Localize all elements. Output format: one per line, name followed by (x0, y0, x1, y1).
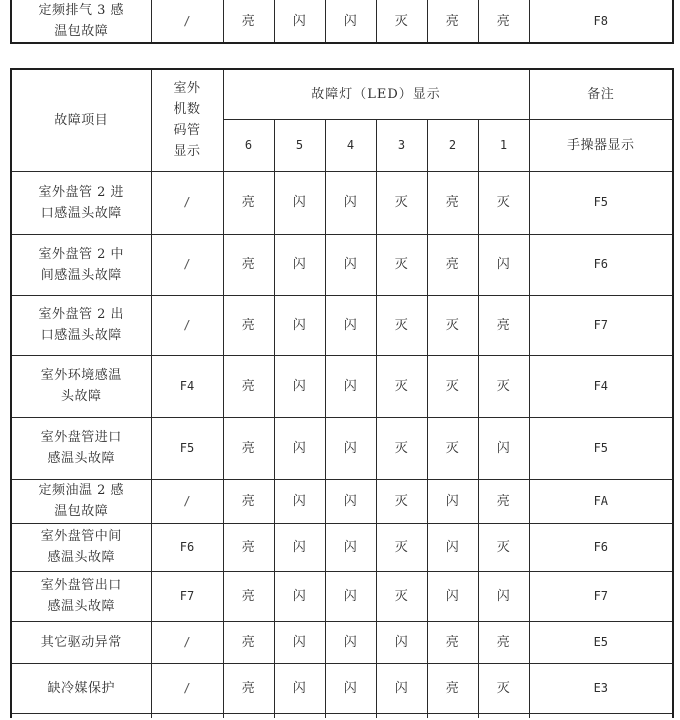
remote-display-cell: E3 (529, 663, 673, 713)
led-6-cell: 亮 (223, 523, 274, 571)
outdoor-display-cell: / (151, 479, 223, 523)
led-4-cell: 闪 (325, 295, 376, 355)
led-6-cell: 亮 (223, 0, 274, 43)
fault-item-line: 温包故障 (54, 504, 109, 519)
table-row-partial (11, 713, 673, 718)
led-2-cell: 灭 (427, 355, 478, 417)
remote-display-cell: E5 (529, 621, 673, 663)
fault-item-cell (11, 295, 151, 355)
fault-item-cell (11, 663, 151, 713)
table-row (11, 234, 673, 295)
table-row (11, 171, 673, 234)
header-outdoor-display-line: 码管 (173, 123, 201, 139)
led-4-cell: 闪 (325, 663, 376, 713)
remote-display-cell: F5 (529, 417, 673, 479)
remote-display-cell: F6 (529, 234, 673, 295)
led-6-cell: 亮 (223, 621, 274, 663)
fault-item-cell (11, 417, 151, 479)
led-5-cell: 闪 (274, 571, 325, 621)
fault-item-line: 室外环境感温 (40, 368, 122, 383)
fault-item-line: 室外盘管出口 (40, 578, 122, 593)
fault-item-cell (11, 523, 151, 571)
outdoor-display-cell: / (151, 171, 223, 234)
led-6-cell: 亮 (223, 417, 274, 479)
led-4-cell: 闪 (325, 621, 376, 663)
remote-display-cell: F7 (529, 295, 673, 355)
led-1-cell: 亮 (478, 295, 529, 355)
led-4-cell: 闪 (325, 0, 376, 43)
fault-item-line: 口感温头故障 (40, 328, 122, 343)
fault-item-line: 头故障 (60, 389, 102, 404)
led-1-cell: 亮 (478, 0, 529, 43)
led-6-cell: 亮 (223, 663, 274, 713)
fault-item-cell (11, 171, 151, 234)
led-3-cell: 灭 (376, 479, 427, 523)
table-row (11, 417, 673, 479)
led-2-cell: 亮 (427, 171, 478, 234)
fault-item-line: 温包故障 (54, 24, 109, 39)
led-5-cell: 闪 (274, 234, 325, 295)
led-5-cell: 闪 (274, 523, 325, 571)
fault-item-line: 感温头故障 (47, 451, 115, 466)
empty-cell (151, 713, 223, 718)
led-3-cell: 灭 (376, 171, 427, 234)
led-4-cell: 闪 (325, 523, 376, 571)
led-4-cell: 闪 (325, 417, 376, 479)
led-5-cell: 闪 (274, 663, 325, 713)
header-outdoor-display-line: 机数 (173, 102, 201, 118)
empty-cell (274, 713, 325, 718)
empty-cell (11, 713, 151, 718)
led-3-cell: 灭 (376, 234, 427, 295)
table-row (11, 355, 673, 417)
table-row (11, 523, 673, 571)
remote-display-cell: F7 (529, 571, 673, 621)
table-row (11, 479, 673, 523)
led-3-cell: 灭 (376, 571, 427, 621)
fault-item-line: 其它驱动异常 (40, 634, 122, 650)
outdoor-display-cell: / (151, 234, 223, 295)
led-6-cell: 亮 (223, 479, 274, 523)
led-6-cell: 亮 (223, 295, 274, 355)
led-1-cell: 亮 (478, 621, 529, 663)
remote-display-cell: FA (529, 479, 673, 523)
led-3-cell: 闪 (376, 663, 427, 713)
table-row (11, 0, 673, 43)
outdoor-display-cell: / (151, 621, 223, 663)
fault-item-line: 感温头故障 (47, 599, 115, 614)
fault-item-line: 感温头故障 (47, 550, 115, 565)
led-5-cell: 闪 (274, 295, 325, 355)
empty-cell (223, 713, 274, 718)
remote-display-cell: F8 (529, 0, 673, 43)
led-4-cell: 闪 (325, 234, 376, 295)
table-row (11, 295, 673, 355)
led-1-cell: 亮 (478, 479, 529, 523)
table-row (11, 663, 673, 713)
table-row (11, 571, 673, 621)
header-outdoor-display-line: 室外 (173, 81, 201, 97)
header-outdoor-display (151, 69, 223, 171)
led-4-cell: 闪 (325, 479, 376, 523)
outdoor-display-cell: F5 (151, 417, 223, 479)
led-4-cell: 闪 (325, 571, 376, 621)
led-2-cell: 灭 (427, 295, 478, 355)
fault-item-cell (11, 355, 151, 417)
header-row (11, 69, 673, 119)
top-table (10, 0, 674, 44)
fault-item-line: 缺冷媒保护 (47, 680, 115, 696)
led-6-cell: 亮 (223, 234, 274, 295)
empty-cell (325, 713, 376, 718)
remote-display-cell: F5 (529, 171, 673, 234)
empty-cell (529, 713, 673, 718)
outdoor-display-cell: / (151, 0, 223, 43)
led-2-cell: 闪 (427, 479, 478, 523)
led-2-cell: 亮 (427, 0, 478, 43)
outdoor-display-cell: / (151, 663, 223, 713)
led-1-cell: 闪 (478, 234, 529, 295)
led-3-cell: 灭 (376, 523, 427, 571)
header-led-1: 1 (478, 119, 529, 171)
led-5-cell: 闪 (274, 479, 325, 523)
fault-item-cell (11, 571, 151, 621)
fault-item-line: 室外盘管 2 中 (38, 246, 125, 262)
led-2-cell: 亮 (427, 234, 478, 295)
outdoor-display-cell: F7 (151, 571, 223, 621)
led-1-cell: 灭 (478, 523, 529, 571)
fault-item-cell (11, 479, 151, 523)
fault-item-line: 室外盘管中间 (40, 529, 122, 544)
fault-item-line: 室外盘管进口 (40, 430, 122, 445)
header-led-5: 5 (274, 119, 325, 171)
led-2-cell: 灭 (427, 417, 478, 479)
empty-cell (427, 713, 478, 718)
led-3-cell: 灭 (376, 295, 427, 355)
fault-item-cell (11, 621, 151, 663)
led-3-cell: 灭 (376, 0, 427, 43)
led-1-cell: 闪 (478, 571, 529, 621)
led-1-cell: 灭 (478, 355, 529, 417)
led-5-cell: 闪 (274, 355, 325, 417)
header-remote-display: 手操器显示 (529, 119, 673, 171)
fault-item-cell (11, 234, 151, 295)
led-1-cell: 灭 (478, 171, 529, 234)
led-5-cell: 闪 (274, 621, 325, 663)
led-2-cell: 亮 (427, 621, 478, 663)
fault-item-line: 口感温头故障 (40, 205, 122, 221)
header-led-3: 3 (376, 119, 427, 171)
fault-item-cell (11, 0, 151, 43)
header-led-4: 4 (325, 119, 376, 171)
led-2-cell: 闪 (427, 571, 478, 621)
remote-display-cell: F6 (529, 523, 673, 571)
led-6-cell: 亮 (223, 355, 274, 417)
empty-cell (478, 713, 529, 718)
led-3-cell: 灭 (376, 355, 427, 417)
outdoor-display-cell: F4 (151, 355, 223, 417)
header-led-group: 故障灯（LED）显示 (223, 69, 529, 119)
fault-item-line: 室外盘管 2 出 (38, 307, 125, 322)
outdoor-display-cell: F6 (151, 523, 223, 571)
led-5-cell: 闪 (274, 417, 325, 479)
header-outdoor-display-line: 显示 (173, 144, 201, 160)
led-5-cell: 闪 (274, 0, 325, 43)
empty-cell (376, 713, 427, 718)
led-2-cell: 闪 (427, 523, 478, 571)
fault-item-line: 定频排气 3 感 (38, 3, 125, 18)
led-4-cell: 闪 (325, 355, 376, 417)
led-6-cell: 亮 (223, 571, 274, 621)
led-1-cell: 灭 (478, 663, 529, 713)
header-led-2: 2 (427, 119, 478, 171)
header-remark: 备注 (529, 69, 673, 119)
led-1-cell: 闪 (478, 417, 529, 479)
table-row (11, 621, 673, 663)
fault-item-line: 间感温头故障 (40, 267, 122, 283)
led-3-cell: 灭 (376, 417, 427, 479)
fault-item-line: 定频油温 2 感 (38, 483, 125, 498)
outdoor-display-cell: / (151, 295, 223, 355)
header-led-6: 6 (223, 119, 274, 171)
led-4-cell: 闪 (325, 171, 376, 234)
led-2-cell: 亮 (427, 663, 478, 713)
remote-display-cell: F4 (529, 355, 673, 417)
led-6-cell: 亮 (223, 171, 274, 234)
led-3-cell: 闪 (376, 621, 427, 663)
led-5-cell: 闪 (274, 171, 325, 234)
header-fault-item: 故障项目 (11, 69, 151, 171)
main-table (10, 68, 674, 718)
fault-item-line: 室外盘管 2 进 (38, 184, 125, 200)
